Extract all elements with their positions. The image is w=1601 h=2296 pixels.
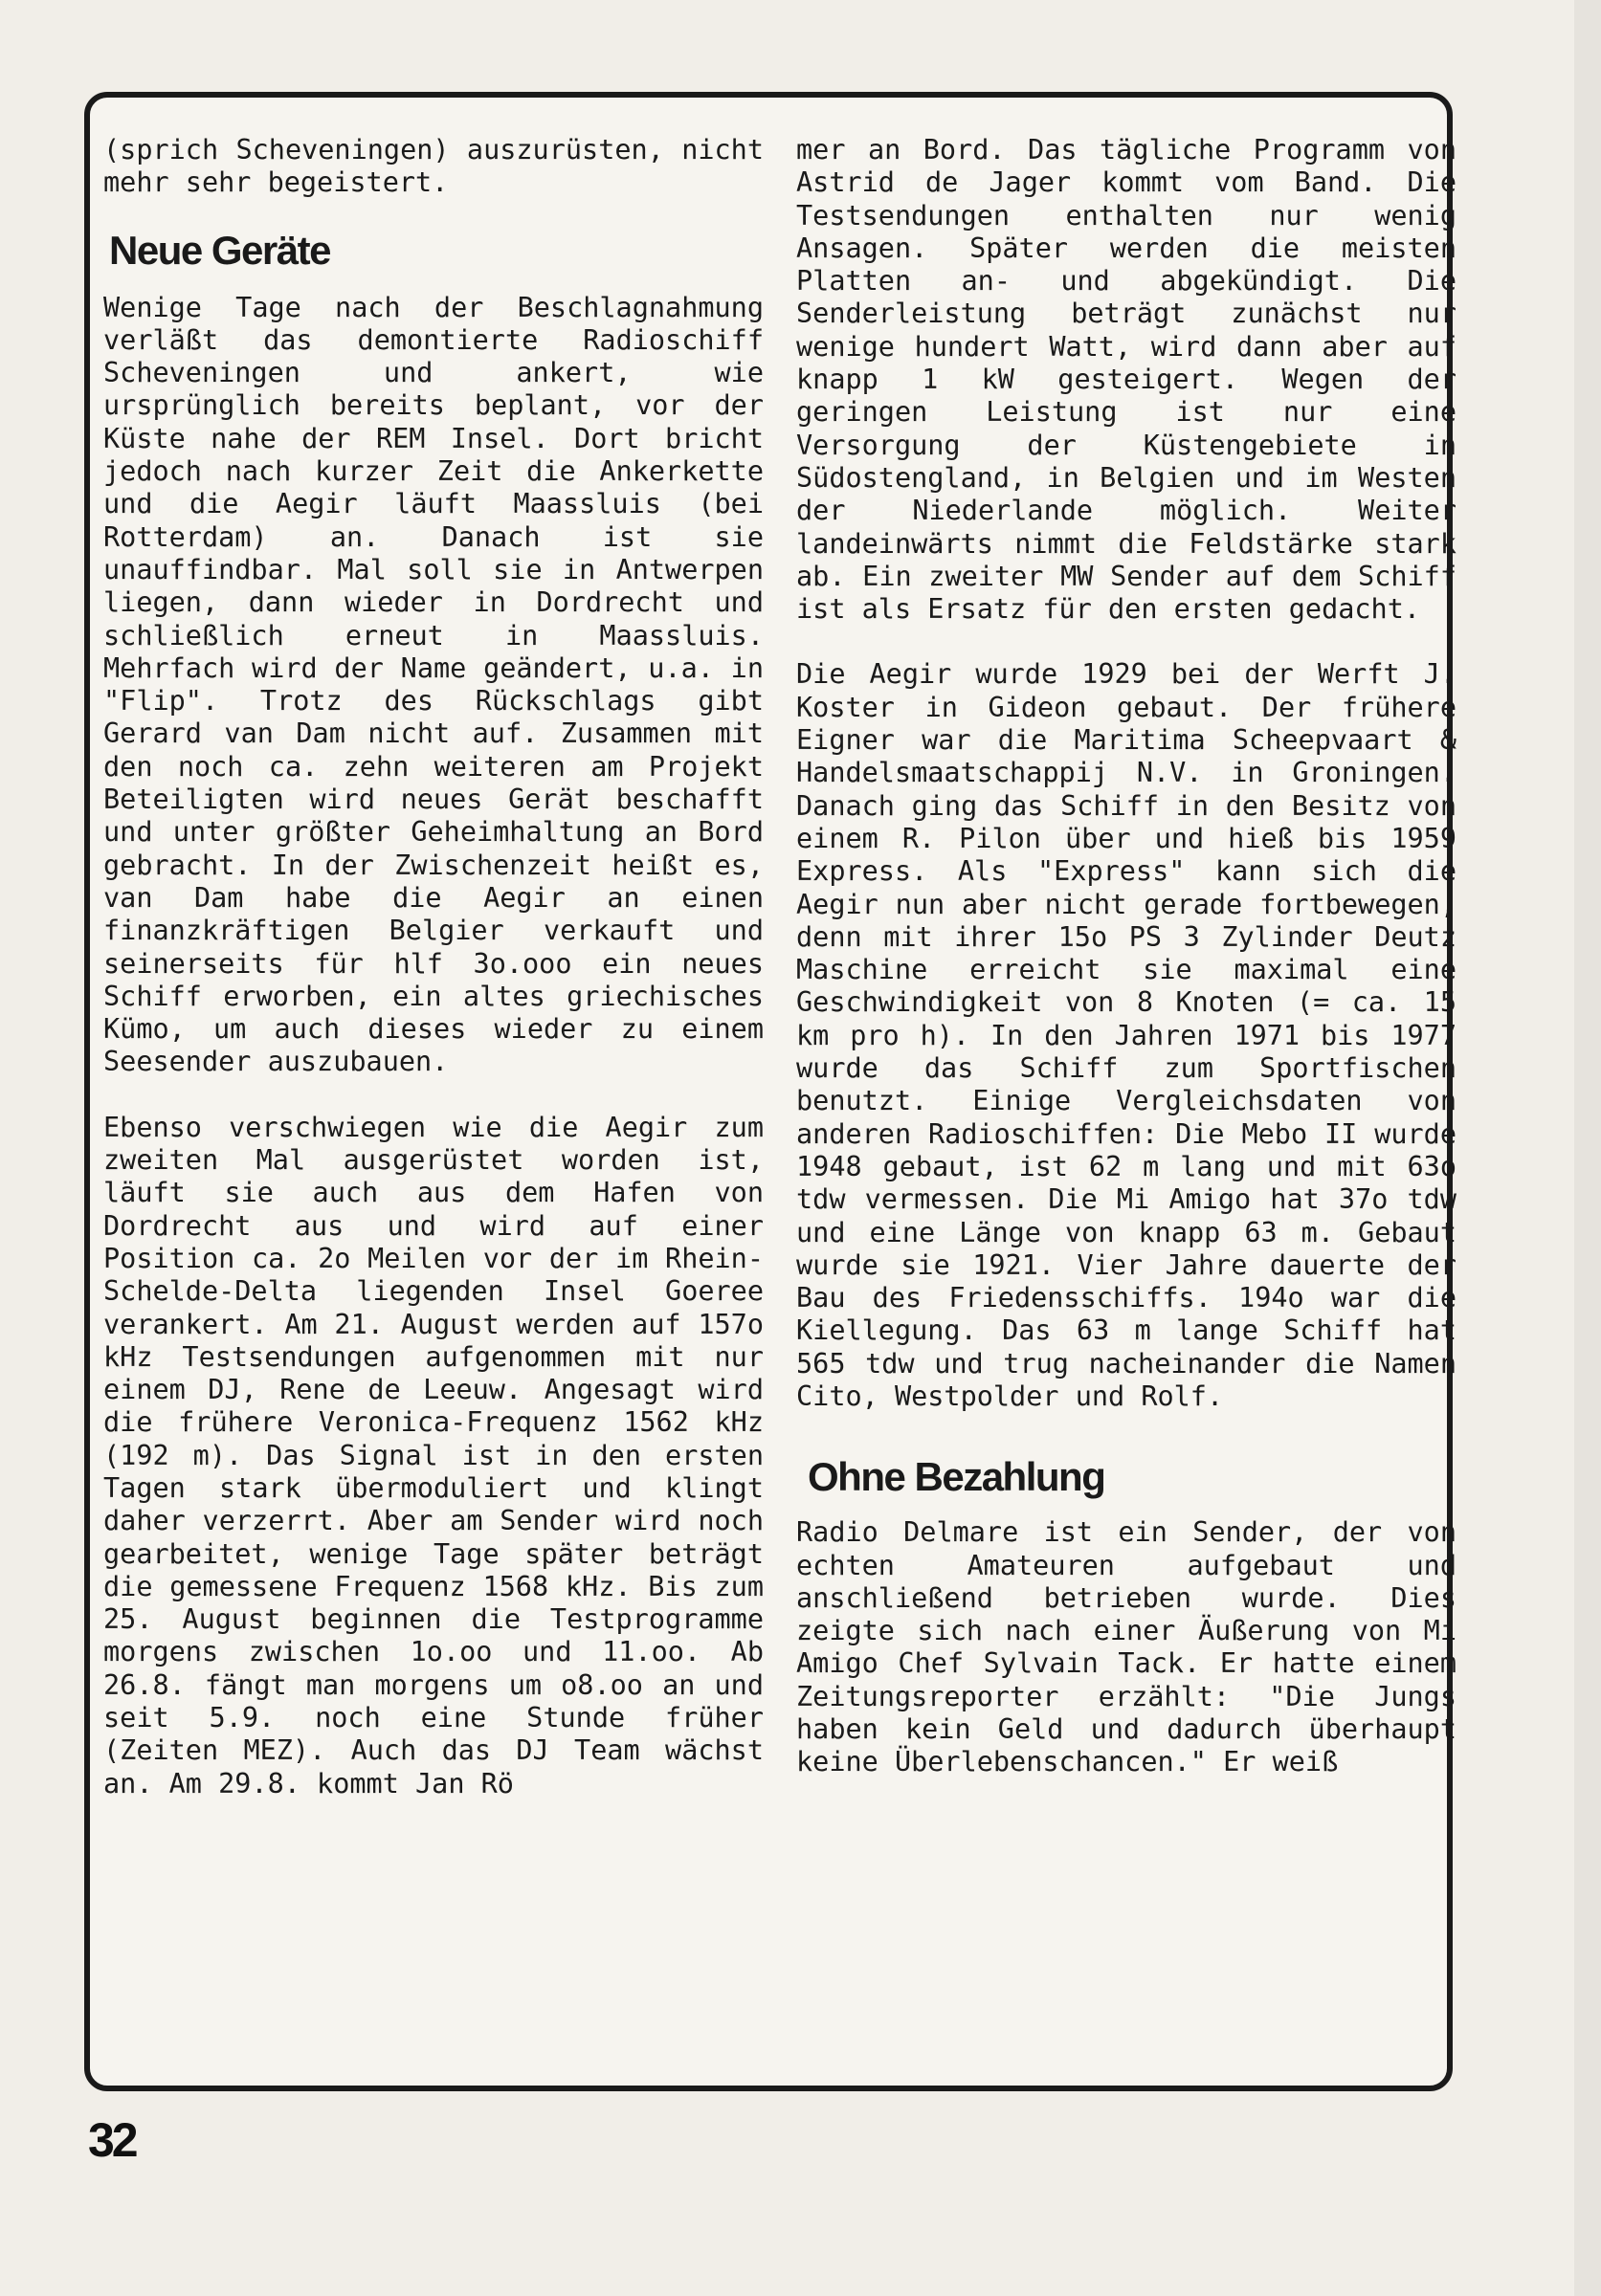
right-column bbox=[796, 134, 1456, 1779]
left-paragraph-1: (sprich Scheveningen) auszurüsten, nicht mehr sehr begeistert. bbox=[103, 134, 764, 199]
left-paragraph-2: Wenige Tage nach der Beschlagnahmung verläßt das demontierte Radioschiff Scheveningen und ankert, wie ursprünglich bereits beplant, vor der Küste nahe der REM Insel. Dort bricht jedoch nach kurzer Zeit die Ankerkette und die Aegir läuft Maassluis (bei Rotterdam) an. Danach ist sie unauffindbar. Mal soll sie in Antwerpen liegen, dann wieder in Dordrecht und schließlich erneut in Maassluis. Mehrfach wird der Name geändert, u.a. in "Flip". Trotz des Rückschlags gibt Gerard van Dam nicht auf. Zusammen mit den noch ca. zehn weiteren am Projekt Beteiligten wird neues Gerät beschafft und unter größter Geheimhaltung an Bord gebracht. In der Zwischenzeit heißt es, van Dam habe die Aegir an einen finanzkräftigen Belgier verkauft und seinerseits für hlf 3o.ooo ein neues Schiff erworben, ein altes griechisches Kümo, um auch dieses wieder zu einem Seesender auszubauen. bbox=[103, 291, 764, 1078]
right-paragraph-2: Die Aegir wurde 1929 bei der Werft J. Koster in Gideon gebaut. Der frühere Eigner war die Maritima Scheepvaart & Handelsmaatschappij N.V. in Groningen. Danach ging das Schiff in den Besitz von einem R. Pilon über und hieß bis 1959 Express. Als "Express" kann sich die Aegir nun aber nicht gerade fortbewegen, denn mit ihrer 15o PS 3 Zylinder Deutz Maschine erreicht sie maximal eine Geschwindigkeit von 8 Knoten (= ca. 15 km pro h). In den Jahren 1971 bis 1977 wurde das Schiff zum Sportfischen benutzt. Einige Vergleichsdaten von anderen Radioschiffen: Die Mebo II wurde 1948 gebaut, ist 62 m lang und mit 63o tdw vermessen. Die Mi Amigo hat 37o tdw und eine Länge von knapp 63 m. Gebaut wurde sie 1921. Vier Jahre dauerte der Bau des Friedensschiffs. 194o war die Kiellegung. Das 63 m lange Schiff hat 565 tdw und trug nacheinander die Namen Cito, Westpolder und Rolf. bbox=[796, 658, 1456, 1412]
right-paragraph-3: Radio Delmare ist ein Sender, der von echten Amateuren aufgebaut und anschließend betrieben wurde. Dies zeigte sich nach einer Äußerung von Mi Amigo Chef Sylvain Tack. Er hatte einem Zeitungsreporter erzählt: "Die Jungs haben kein Geld und dadurch überhaupt keine Überlebenschancen." Er weiß bbox=[796, 1516, 1456, 1778]
left-paragraph-3: Ebenso verschwiegen wie die Aegir zum zweiten Mal ausgerüstet worden ist, läuft sie auch aus dem Hafen von Dordrecht aus und wird auf einer Position ca. 2o Meilen vor der im Rhein-Schelde-Delta liegenden Insel Goeree verankert. Am 21. August werden auf 157o kHz Testsendungen aufgenommen mit nur einem DJ, Rene de Leeuw. Angesagt wird die frühere Veronica-Frequenz 1562 kHz (192 m). Das Signal ist in den ersten Tagen stark übermoduliert und klingt daher verzerrt. Aber am Sender wird noch gearbeitet, wenige Tage später beträgt die gemessene Frequenz 1568 kHz. Bis zum 25. August beginnen die Testprogramme morgens zwischen 1o.oo und 11.oo. Ab 26.8. fängt man morgens um o8.oo an und seit 5.9. noch eine Stunde früher (Zeiten MEZ). Auch das DJ Team wächst an. Am 29.8. kommt Jan Rö bbox=[103, 1111, 764, 1799]
heading-ohne-bezahlung: Ohne Bezahlung bbox=[808, 1454, 1105, 1500]
right-paragraph-1: mer an Bord. Das tägliche Programm von Astrid de Jager kommt vom Band. Die Testsendungen enthalten nur wenig Ansagen. Später werden die meisten Platten an- und abgekündigt. Die Senderleistung beträgt zunächst nur wenige hundert Watt, wird dann aber auf knapp 1 kW gesteigert. Wegen der geringen Leistung ist nur eine Versorgung der Küstengebiete in Südostengland, in Belgien und im Westen der Niederlande möglich. Weiter landeinwärts nimmt die Feldstärke stark ab. Ein zweiter MW Sender auf dem Schiff ist als Ersatz für den ersten gedacht. bbox=[796, 134, 1456, 626]
page-edge-shadow bbox=[1574, 0, 1601, 2296]
page-number: 32 bbox=[88, 2113, 136, 2167]
left-column bbox=[103, 134, 764, 1800]
heading-neue-geraete: Neue Geräte bbox=[109, 227, 330, 273]
